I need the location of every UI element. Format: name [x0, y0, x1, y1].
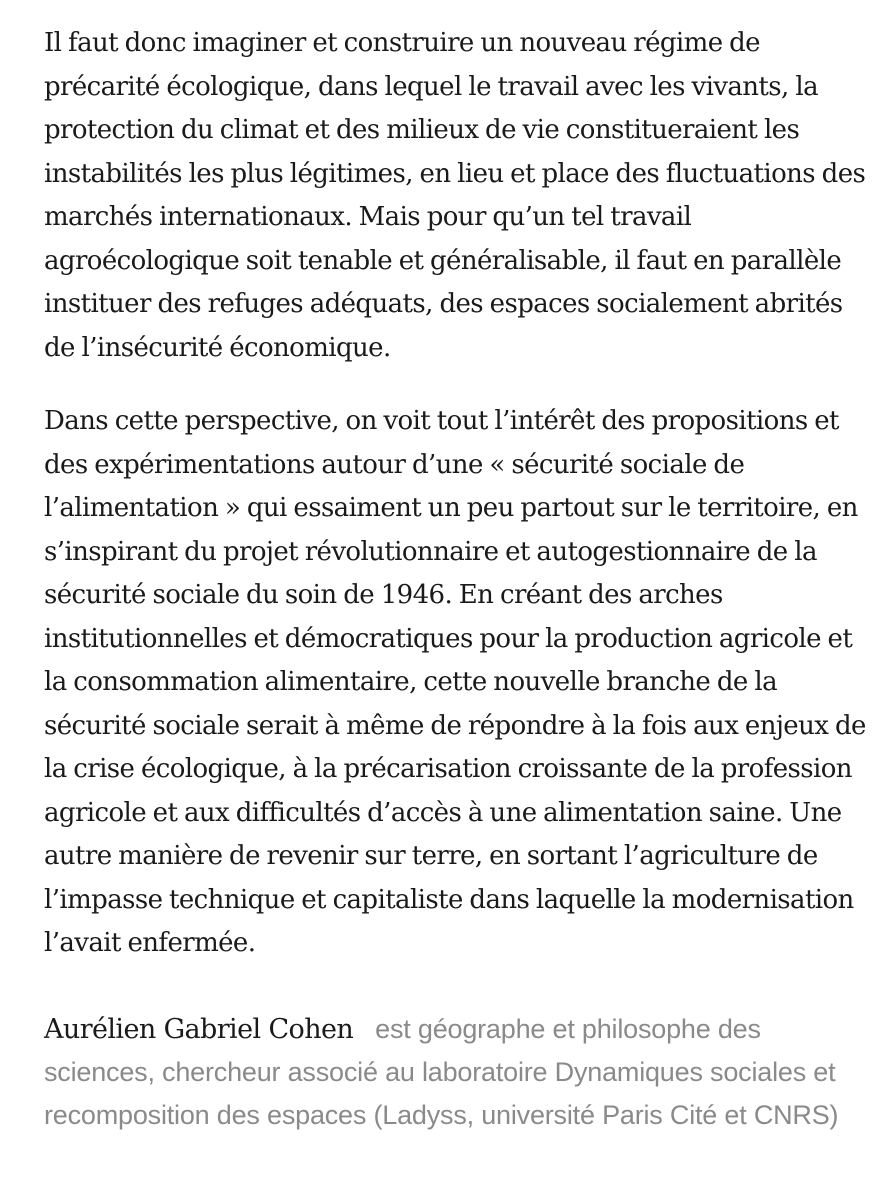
- paragraph-2: Dans cette perspective, on voit tout l’intérêt des propositions et des expérimentations autour d’une « sécurité sociale de l’alimentation » qui essaiment un peu partout sur le territoire, en s’inspirant du projet révolutionnaire et autogestionnaire de la sécurité sociale du soin de 1946. En créant des arches institutionnelles et démocratiques pour la production agricole et la consommation alimentaire, cette nouvelle branche de la sécurité sociale serait à même de répondre à la fois aux enjeux de la crise écologique, à la précarisation croissante de la profession agricole et aux difficultés d’accès à une alimentation saine. Une autre manière de revenir sur terre, en sortant l’agriculture de l’impasse technique et capitaliste dans laquelle la modernisation l’avait enfermée.: [44, 406, 866, 958]
- paragraph-1: Il faut donc imaginer et construire un nouveau régime de précarité écologique, dans lequel le travail avec les vivants, la protection du climat et des milieux de vie constitueraient les instabilités les plus légitimes, en lieu et place des fluctuations des marchés internationaux. Mais pour qu’un tel travail agroécologique soit tenable et généralisable, il faut en parallèle instituer des refuges adéquats, des espaces socialement abrités de l’insécurité économique.: [44, 28, 866, 363]
- article-body: [44, 22, 874, 1137]
- author-bio: [44, 1008, 874, 1137]
- author-description: est géographe et philosophe des sciences, chercheur associé au laboratoire Dynamiques sociales et recomposition des espaces (Ladyss, université Paris Cité et CNRS): [44, 1013, 839, 1130]
- author-name[interactable]: Aurélien Gabriel Cohen: [44, 1013, 354, 1045]
